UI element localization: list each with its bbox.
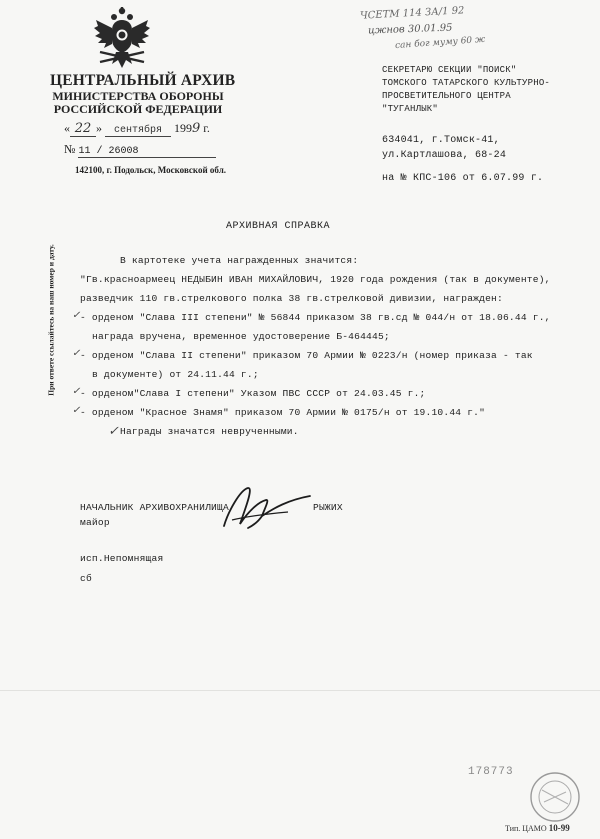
- double-headed-eagle-emblem: [92, 6, 152, 72]
- print-mark-number: 10-99: [548, 823, 570, 833]
- recipient-line-4: "ТУГАНЛЫК": [382, 104, 439, 114]
- signatory-name: РЫЖИХ: [313, 502, 343, 513]
- body-line-2: "Гв.красноармеец НЕДЫБИН ИВАН МИХАЙЛОВИЧ, 1920 года рождения (так в документе),: [80, 274, 551, 285]
- archive-stamp-number: 178773: [468, 766, 514, 778]
- signatory-position: НАЧАЛЬНИК АРХИВОХРАНИЛИЩА: [80, 502, 229, 513]
- recipient-line-3: ПРОСВЕТИТЕЛЬНОГО ЦЕНТРА: [382, 91, 511, 101]
- date-day: 22: [70, 121, 96, 137]
- check-mark: ✓: [72, 405, 81, 416]
- recipient-line-1: СЕКРЕТАРЮ СЕКЦИИ "ПОИСК": [382, 65, 517, 75]
- round-stamp: [528, 770, 582, 824]
- check-mark: ✓: [108, 424, 119, 439]
- body-line-3: разведчик 110 гв.стрелкового полка 38 гв.стрелковой дивизии, награжден:: [80, 293, 503, 304]
- handwritten-note-2: цжнов 30.01.95: [367, 22, 453, 37]
- body-line-10: Награды значатся неврученными.: [120, 426, 299, 437]
- body-line-9: - орденом "Красное Знамя" приказом 70 Армии № 0175/н от 19.10.44 г.": [80, 407, 486, 418]
- number-value: 11 / 26008: [78, 146, 216, 158]
- handwritten-note-1: ЧСЕТМ 114 ЗА/1 92: [359, 5, 465, 22]
- side-note: [44, 240, 58, 400]
- date-year-prefix: 199: [174, 121, 192, 135]
- signatory-rank: майор: [80, 517, 110, 528]
- body-line-5: награда вручена, временное удостоверение Б-464445;: [92, 331, 390, 342]
- body-line-7: в документе) от 24.11.44 г.;: [92, 369, 259, 380]
- document-title: АРХИВНАЯ СПРАВКА: [226, 221, 331, 232]
- check-mark: ✓: [72, 386, 81, 397]
- body-line-4: - орденом "Слава III степени" № 56844 приказом 38 гв.сд № 044/н от 18.06.44 г.,: [80, 312, 551, 323]
- side-note-text: При ответе ссылайтесь на наш номер и дату.: [46, 244, 56, 396]
- date-month: сентября: [105, 125, 171, 137]
- number-prefix: №: [64, 142, 76, 156]
- body-line-8: - орденом"Слава I степени" Указом ПВС СССР от 24.03.45 г.;: [80, 388, 426, 399]
- print-mark: [505, 823, 570, 833]
- check-mark: ✓: [72, 310, 81, 321]
- reference-number: на № КПС-106 от 6.07.99 г.: [382, 173, 544, 184]
- document-number: [64, 142, 216, 158]
- handwritten-signature: [218, 482, 318, 532]
- date-year-handwritten: 9: [192, 121, 201, 136]
- check-mark: ✓: [72, 348, 81, 359]
- print-mark-label: Тип. ЦАМО: [505, 824, 547, 833]
- recipient-line-2: ТОМСКОГО ТАТАРСКОГО КУЛЬТУРНО-: [382, 78, 551, 88]
- executor-name: исп.Непомнящая: [80, 553, 164, 564]
- body-line-1: В картотеке учета награжденных значится:: [120, 255, 359, 266]
- organization-subtitle-line1: МИНИСТЕРСТВА ОБОРОНЫ: [52, 89, 224, 103]
- handwritten-note-3: сан бог муму 60 ж: [394, 34, 486, 52]
- organization-name: ЦЕНТРАЛЬНЫЙ АРХИВ: [50, 72, 236, 89]
- fold-line: [0, 690, 600, 691]
- document-date: « 22 » сентября 1999 г.: [64, 121, 210, 136]
- date-suffix: г.: [203, 121, 210, 135]
- typist-initials: сб: [80, 573, 92, 584]
- organization-subtitle-line2: РОССИЙСКОЙ ФЕДЕРАЦИИ: [53, 102, 223, 116]
- recipient-address-2: ул.Картлашова, 68-24: [382, 150, 507, 161]
- archive-address: 142100, г. Подольск, Московской обл.: [75, 165, 226, 175]
- recipient-address-1: 634041, г.Томск-41,: [382, 135, 500, 146]
- body-line-6: - орденом "Слава II степени" приказом 70 Армии № 0223/н (номер приказа - так: [80, 350, 533, 361]
